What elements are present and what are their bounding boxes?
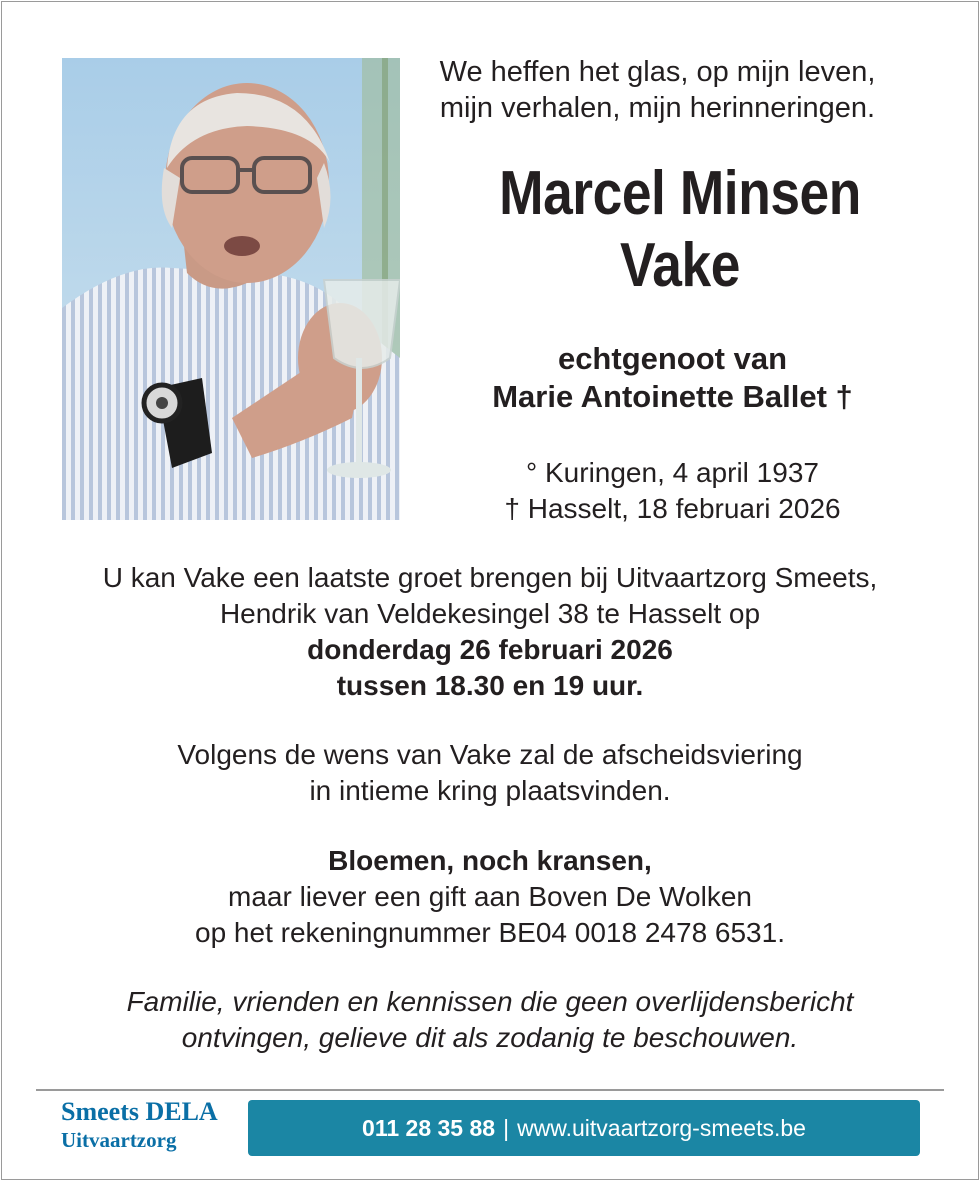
funeral-home-subtitle: Uitvaartzorg bbox=[61, 1128, 177, 1152]
deceased-name bbox=[444, 158, 917, 302]
flowers-info bbox=[0, 843, 980, 951]
spouse-label: echtgenoot van bbox=[557, 341, 788, 376]
flowers-heading: Bloemen, noch kransen, bbox=[328, 845, 652, 876]
full-name: Marcel Minsen bbox=[499, 159, 861, 228]
portrait-photo bbox=[62, 58, 400, 520]
funeral-home-logo: Smeets DELA bbox=[61, 1097, 218, 1126]
life-dates bbox=[415, 455, 930, 527]
spouse-name: Marie Antoinette Ballet † bbox=[492, 379, 853, 414]
visitation-line-1: U kan Vake een laatste groet brengen bij Uitvaartzorg Smeets, bbox=[102, 562, 878, 593]
quote-line-1: We heffen het glas, op mijn leven, bbox=[439, 56, 876, 88]
visitation-date: donderdag 26 februari 2026 bbox=[307, 634, 673, 665]
ceremony-line-1: Volgens de wens van Vake zal de afscheidsviering bbox=[177, 739, 803, 770]
website-link[interactable]: www.uitvaartzorg-smeets.be bbox=[517, 1114, 806, 1141]
visitation-info bbox=[0, 560, 980, 704]
opening-quote bbox=[405, 54, 910, 126]
contact-separator: | bbox=[503, 1114, 510, 1141]
contact-bar bbox=[248, 1100, 920, 1156]
phone-number[interactable]: 011 28 35 88 bbox=[362, 1114, 496, 1141]
notice-line-1: Familie, vrienden en kennissen die geen overlijdensbericht bbox=[126, 986, 854, 1017]
notice-line-2: ontvingen, gelieve dit als zodanig te beschouwen. bbox=[181, 1022, 799, 1053]
flowers-line-2: op het rekeningnummer BE04 0018 2478 6531. bbox=[195, 917, 785, 948]
quote-line-2: mijn verhalen, mijn herinneringen. bbox=[439, 92, 876, 124]
footer-divider bbox=[36, 1089, 944, 1091]
nickname: Vake bbox=[620, 231, 740, 300]
birth-date: ° Kuringen, 4 april 1937 bbox=[526, 457, 819, 488]
flowers-line-1: maar liever een gift aan Boven De Wolken bbox=[228, 881, 752, 912]
ceremony-info bbox=[0, 737, 980, 809]
death-date: † Hasselt, 18 februari 2026 bbox=[504, 493, 841, 524]
visitation-line-2: Hendrik van Veldekesingel 38 te Hasselt op bbox=[219, 598, 761, 629]
visitation-time: tussen 18.30 en 19 uur. bbox=[336, 670, 644, 701]
ceremony-line-2: in intieme kring plaatsvinden. bbox=[309, 775, 671, 806]
spouse-info bbox=[415, 340, 930, 416]
notice-text bbox=[0, 984, 980, 1056]
